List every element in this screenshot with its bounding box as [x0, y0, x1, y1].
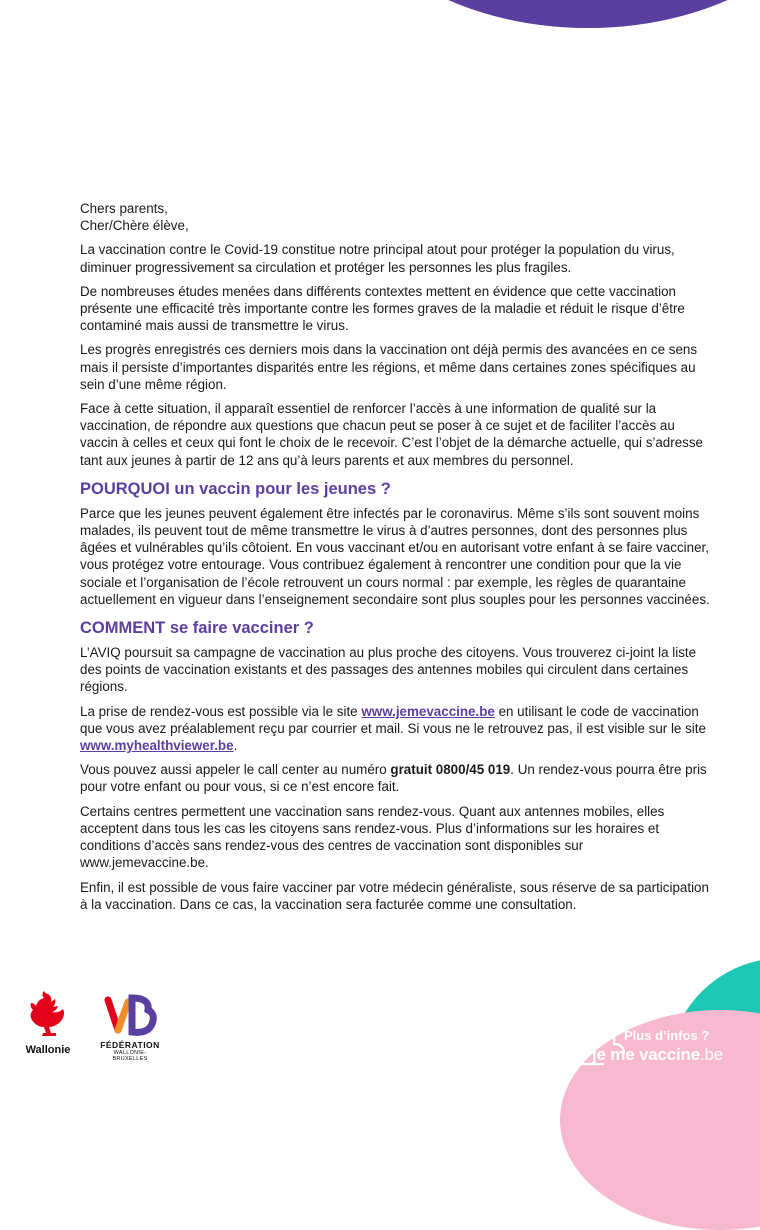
jemevaccine-link[interactable]: www.jemevaccine.be [361, 703, 495, 719]
jemevaccine-brand[interactable] [562, 1018, 752, 1070]
how-paragraph-walkin: Certains centres permettent une vaccination sans rendez-vous. Quant aux antennes mobiles, elles acceptent dans tous les cas les citoyens sans rendez-vous. Plus d’informations sur les horaires et conditions d’accès sans rendez-vous des centres de vaccination sont disponibles sur www.jemevaccine.be. [80, 803, 665, 871]
intro-paragraph: La vaccination contre le Covid-19 constitue notre principal atout pour protéger la population du virus, diminuer progressivement sa circulation et protéger les personnes les plus fragiles. [80, 242, 675, 275]
intro-paragraph: Les progrès enregistrés ces derniers mois dans la vaccination ont déjà permis des avancées en ce sens mais il persiste d’importantes disparités entre les régions, et même dans certaines zones spécifiques au sein d’une même région. [80, 342, 698, 392]
section-why-heading: POURQUOI un vaccin pour les jeunes ? [80, 479, 391, 498]
how-paragraph-appointment [80, 703, 710, 755]
fwb-logo-icon [98, 992, 162, 1038]
intro-paragraph: Face à cette situation, il apparaît essentiel de renforcer l’accès à une information de qualité sur la vaccination, de répondre aux questions que chacun peut se poser à ce sujet et de faciliter l’accès au vaccin à celles et ceux qui font le choix de le recevoir. C’est l’objet de la démarche actuelle, qui s’adresse tant aux jeunes à partir de 12 ans qu’à leurs parents et aux membres du personnel. [80, 401, 703, 468]
wallonie-rooster-icon [18, 990, 74, 1046]
letter-body [80, 200, 710, 920]
brand-name-text: je me vaccine [592, 1045, 700, 1064]
wallonie-logo [18, 990, 84, 1060]
section-why-text: Parce que les jeunes peuvent également être infectés par le coronavirus. Même s’ils sont souvent moins malades, ils peuvent tout de même transmettre le virus à d’autres personnes, dont des personnes plus âgées et vulnérables qu’ils côtoient. En vous vaccinant et/ou en autorisant votre enfant à se faire vacciner, vous protégez votre entourage. Vous contribuez également à rencontrer une condition pour que la vie sociale et l’organisation de l’école retrouvent un cours normal : par exemple, les règles de quarantaine actuellement en vigueur dans l’enseignement secondaire sont plus souples pour les personnes vaccinées. [80, 505, 710, 607]
fwb-label-federation: FÉDÉRATION [100, 1040, 160, 1050]
text-span: en utilisant le code de vaccination que vous avez préalablement reçu par courrier et mail. Si vous ne le retrouvez pas, il est visible sur le site [80, 703, 706, 736]
text-span: . Un rendez-vous pourra être pris pour votre enfant ou pour vous, si ce n’est encore fait. [80, 762, 707, 795]
text-span: La prise de rendez-vous est possible via le site [80, 703, 362, 719]
how-paragraph-aviq: L’AVIQ poursuit sa campagne de vaccination au plus proche des citoyens. Vous trouverez ci-joint la liste des points de vaccination existants et des passages des antennes mobiles qui circulent dans certaines régions. [80, 645, 697, 695]
greeting-students: Cher/Chère élève, [80, 218, 189, 234]
brand-question: Plus d’infos ? [624, 1028, 710, 1043]
intro-paragraph: De nombreuses études menées dans différents contextes mettent en évidence que cette vaccination présente une efficacité très importante contre les formes graves de la maladie et réduit le risque d’être contaminé mais aussi de transmettre le virus. [80, 283, 685, 334]
section-how-heading: COMMENT se faire vacciner ? [80, 619, 314, 638]
top-purple-shape [338, 0, 760, 28]
how-paragraph-doctor: Enfin, il est possible de vous faire vacciner par votre médecin généraliste, sous réserve de sa participation à la vaccination. Dans ce cas, la vaccination sera facturée comme une consultation. [80, 879, 709, 912]
brand-name [592, 1045, 723, 1065]
fwb-logo [98, 992, 168, 1062]
greeting-parents: Chers parents, [80, 201, 168, 216]
phone-number: gratuit 0800/45 019 [390, 762, 511, 778]
text-span: Vous pouvez aussi appeler le call center au numéro [80, 762, 391, 778]
text-span: . [233, 738, 238, 754]
myhealthviewer-link[interactable]: www.myhealthviewer.be [80, 738, 234, 754]
how-paragraph-callcenter [80, 761, 710, 795]
wallonie-label: Wallonie [25, 1044, 71, 1056]
fwb-label-region: WALLONIE-BRUXELLES [112, 1050, 148, 1062]
brand-tld: .be [699, 1045, 724, 1064]
